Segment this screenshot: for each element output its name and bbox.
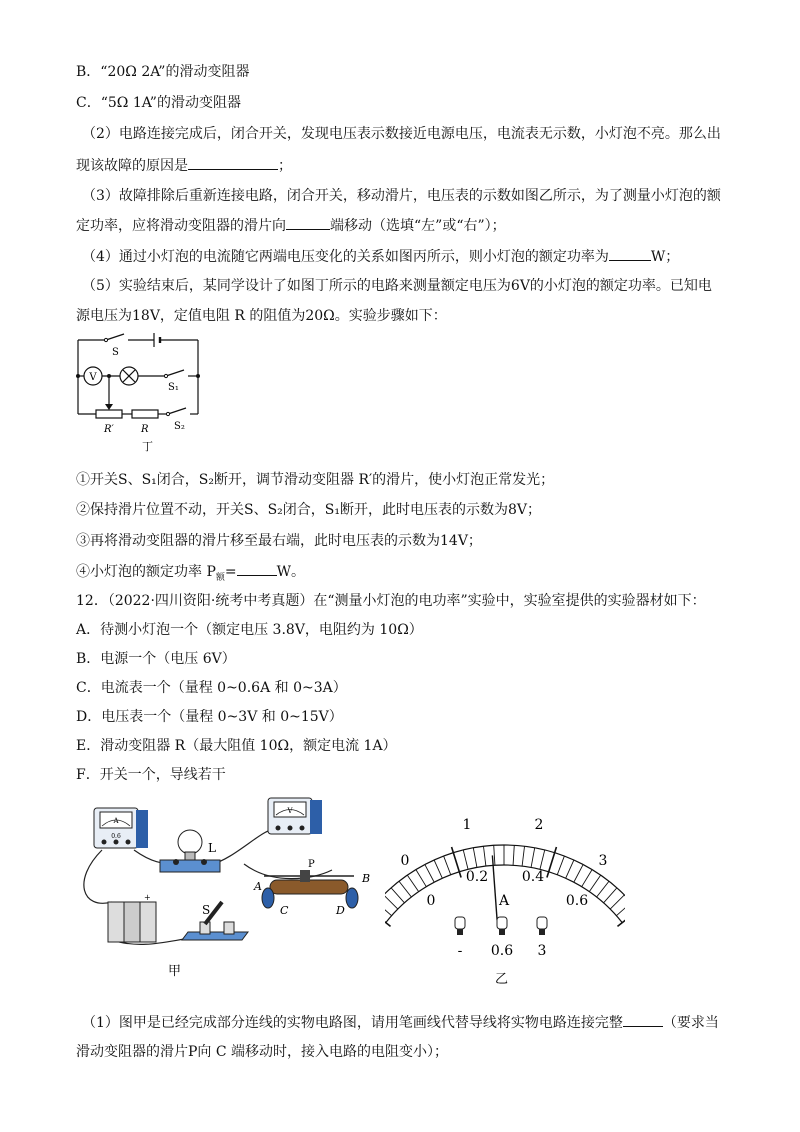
rheostat-icon bbox=[262, 870, 358, 908]
q11-part3-text-a: 定功率，应将滑动变阻器的滑片向 bbox=[76, 218, 286, 234]
answer-blank-wiring[interactable] bbox=[623, 1012, 663, 1027]
figure-caption-jia: 甲 bbox=[168, 964, 182, 979]
switch-icon bbox=[182, 902, 248, 940]
lamp-icon bbox=[120, 367, 138, 385]
dial-tick bbox=[531, 848, 535, 868]
dial-tick bbox=[463, 850, 468, 869]
q12-part1-line1 bbox=[82, 1012, 719, 1033]
circuit-diagram-ding bbox=[70, 328, 210, 456]
dial-tick bbox=[385, 895, 398, 909]
option-b-text: “20Ω 2A”的滑动变阻器 bbox=[100, 64, 250, 80]
q11-part2-tail: ； bbox=[278, 158, 292, 174]
dial-tick bbox=[540, 850, 545, 869]
dial-tick bbox=[574, 865, 583, 883]
answer-blank-power[interactable] bbox=[609, 246, 651, 261]
q12-part1-text-b: （要求当 bbox=[662, 1015, 719, 1031]
step-4-equals: = bbox=[224, 564, 237, 580]
q11-part4-unit: W； bbox=[650, 249, 680, 265]
step-4 bbox=[76, 561, 305, 588]
switch-s-device-label: S bbox=[202, 903, 211, 917]
top-label-3: 3 bbox=[598, 853, 608, 869]
dial-tick bbox=[582, 870, 592, 887]
option-c-label: C． bbox=[76, 95, 101, 111]
q11-part3-line1: （3）故障排除后重新连接电路，闭合开关，移动滑片，电压表的示数如图乙所示，为了测量小灯泡的额 bbox=[82, 188, 721, 204]
q11-part2-text: 现该故障的原因是 bbox=[76, 158, 188, 174]
dial-tick bbox=[610, 895, 624, 909]
ammeter-range-label: 0.6 bbox=[111, 833, 121, 840]
dial-tick bbox=[473, 848, 477, 868]
dial-tick bbox=[385, 907, 391, 927]
bottom-label-0-2: 0.2 bbox=[465, 869, 489, 885]
dial-tick bbox=[522, 846, 524, 866]
option-b-label: B． bbox=[76, 64, 101, 80]
bottom-label-0-6: 0.6 bbox=[565, 893, 589, 909]
ammeter-icon bbox=[94, 808, 148, 848]
dial-tick bbox=[513, 845, 514, 865]
q12-item-e: E．滑动变阻器 R（最大阻值 10Ω，额定电流 1A） bbox=[76, 738, 397, 754]
dial-tick bbox=[494, 845, 495, 865]
option-c-text: “5Ω 1A”的滑动变阻器 bbox=[100, 95, 241, 111]
ammeter-label: A bbox=[113, 817, 119, 825]
answer-blank-rated-power[interactable] bbox=[237, 561, 277, 576]
bottom-label-0: 0 bbox=[426, 893, 436, 909]
voltmeter-device-icon bbox=[268, 798, 322, 834]
battery-plus-label: + bbox=[144, 893, 151, 902]
q12-intro: 12．（2022·四川资阳·统考中考真题）在“测量小灯泡的电功率”实验中，实验室提供的实验器材如下： bbox=[76, 593, 706, 609]
lamp-l-label: L bbox=[208, 841, 216, 855]
answer-blank-direction[interactable] bbox=[286, 215, 330, 230]
figure-caption-yi: 乙 bbox=[495, 972, 509, 987]
q12-item-d: D．电压表一个（量程 0~3V 和 0~15V） bbox=[76, 709, 343, 725]
figure-yi-ammeter-dial bbox=[385, 805, 625, 995]
terminal-minus: - bbox=[457, 943, 463, 959]
q12-item-b: B．电源一个（电压 6V） bbox=[76, 651, 236, 667]
switch-s2-label: S₂ bbox=[174, 421, 185, 432]
voltmeter-label: V bbox=[89, 372, 97, 383]
q11-part2-line2 bbox=[76, 155, 292, 176]
figure-caption-ding: 丁 bbox=[142, 440, 153, 453]
step-4-subscript: 额 bbox=[215, 572, 225, 583]
option-c bbox=[76, 93, 241, 113]
terminal-d-label: D bbox=[336, 904, 345, 917]
q11-part2-line1: （2）电路连接完成后，闭合开关，发现电压表示数接近电源电压，电流表无示数，小灯泡不亮。那么出 bbox=[82, 126, 721, 142]
step-4-unit: W。 bbox=[276, 564, 306, 580]
step-4-text: ④小灯泡的额定功率 P bbox=[76, 564, 216, 580]
terminal-c-label: C bbox=[280, 904, 289, 917]
step-1: ①开关S、S₁闭合，S₂断开，调节滑动变阻器 R′的滑片，使小灯泡正常发光； bbox=[76, 472, 555, 488]
terminal-icons bbox=[455, 917, 547, 935]
dial-tick bbox=[557, 856, 564, 875]
q11-part4-text: （4）通过小灯泡的电流随它两端电压变化的关系如图丙所示，则小灯泡的额定功率为 bbox=[82, 249, 609, 265]
terminal-a-label: A bbox=[254, 880, 262, 893]
dial-tick bbox=[391, 888, 404, 903]
dial-tick bbox=[425, 865, 434, 883]
rheostat-label: R′ bbox=[104, 424, 114, 435]
top-label-0: 0 bbox=[400, 853, 410, 869]
dial-tick bbox=[616, 902, 625, 915]
switch-s-label: S bbox=[112, 347, 119, 358]
dial-tick bbox=[385, 902, 392, 915]
q11-part5-line1: （5）实验结束后，某同学设计了如图丁所示的电路来测量额定电压为6V的小灯泡的额定功率。已知电 bbox=[82, 278, 712, 294]
dial-tick bbox=[399, 881, 411, 897]
step-2: ②保持滑片位置不动，开关S、S₂闭合，S₁断开，此时电压表的示数为8V； bbox=[76, 502, 542, 518]
q12-part1-text-a: （1）图甲是已经完成部分连线的实物电路图，请用笔画线代替导线将实物电路连接完整 bbox=[82, 1015, 623, 1031]
dial-tick bbox=[604, 888, 617, 903]
q11-part3-text-b: 端移动（选填“左”或“右”）； bbox=[330, 218, 506, 234]
dial-tick bbox=[597, 881, 609, 897]
top-label-1: 1 bbox=[462, 817, 472, 833]
dial-tick bbox=[434, 860, 442, 878]
battery-icon bbox=[108, 902, 156, 942]
dial-tick bbox=[407, 875, 418, 891]
dial-tick bbox=[483, 846, 485, 866]
dial-tick bbox=[416, 870, 426, 887]
resistor-label: R bbox=[141, 424, 149, 435]
step-3: ③再将滑动变阻器的滑片移至最右端，此时电压表的示数为14V； bbox=[76, 533, 482, 549]
top-label-2: 2 bbox=[534, 817, 544, 833]
dial-tick bbox=[589, 875, 600, 891]
q12-item-a: A．待测小灯泡一个（额定电压 3.8V，电阻约为 10Ω） bbox=[76, 622, 423, 638]
voltmeter-device-label: V bbox=[287, 807, 293, 815]
terminal-3: 3 bbox=[537, 943, 547, 959]
switch-s1-label: S₁ bbox=[168, 382, 179, 393]
q12-item-c: C．电流表一个（量程 0~0.6A 和 0~3A） bbox=[76, 680, 347, 696]
dial-tick bbox=[444, 856, 451, 875]
dial-tick bbox=[566, 860, 574, 878]
q11-part3-line2 bbox=[76, 215, 506, 236]
q12-part1-line2: 滑动变阻器的滑片P向 C 端移动时，接入电路的电阻变小）； bbox=[76, 1044, 449, 1060]
option-b bbox=[76, 62, 249, 82]
q12-item-f: F．开关一个，导线若干 bbox=[76, 767, 226, 783]
q11-part4 bbox=[82, 246, 679, 267]
slider-p-label: P bbox=[308, 859, 315, 870]
bottom-label-0-4: 0.4 bbox=[521, 869, 545, 885]
figure-jia-physical-circuit bbox=[72, 790, 382, 990]
terminal-0-6: 0.6 bbox=[490, 943, 514, 959]
terminal-b-label: B bbox=[362, 872, 371, 885]
answer-blank-fault[interactable] bbox=[188, 155, 278, 170]
unit-label: A bbox=[498, 893, 510, 909]
q11-part5-line2: 源电压为18V，定值电阻 R 的阻值为20Ω。实验步骤如下： bbox=[76, 308, 447, 324]
